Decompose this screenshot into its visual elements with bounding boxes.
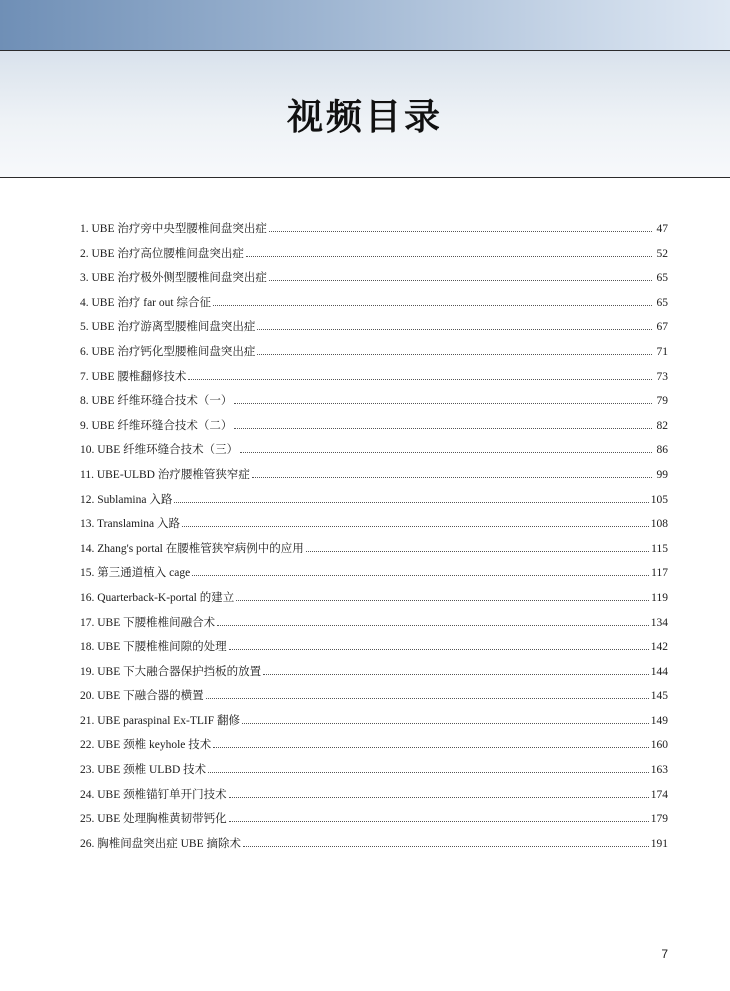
toc-entry-title: 6. UBE 治疗钙化型腰椎间盘突出症 bbox=[80, 345, 256, 358]
toc-entry-title: 5. UBE 治疗游离型腰椎间盘突出症 bbox=[80, 321, 256, 334]
toc-entry-title: 18. UBE 下腰椎椎间隙的处理 bbox=[80, 641, 227, 654]
toc-entry[interactable] bbox=[80, 294, 668, 319]
toc-entry-title: 14. Zhang's portal 在腰椎管狭窄病例中的应用 bbox=[80, 542, 304, 555]
toc-entry-page: 160 bbox=[650, 739, 668, 752]
toc-entry-page: 52 bbox=[656, 247, 668, 260]
toc-entry[interactable] bbox=[80, 540, 668, 565]
toc-entry[interactable] bbox=[80, 663, 668, 688]
toc-leader-dots bbox=[217, 616, 649, 626]
toc-entry[interactable] bbox=[80, 614, 668, 639]
toc-entry-page: 86 bbox=[656, 444, 668, 457]
toc-entry[interactable] bbox=[80, 245, 668, 270]
toc-entry-title: 21. UBE paraspinal Ex-TLIF 翻修 bbox=[80, 714, 241, 727]
toc-entry[interactable] bbox=[80, 220, 668, 245]
toc-leader-dots bbox=[206, 689, 649, 699]
toc-entry-page: 174 bbox=[650, 788, 668, 801]
page-number: 7 bbox=[661, 947, 668, 961]
toc-entry-page: 117 bbox=[651, 567, 668, 580]
toc-entry-page: 163 bbox=[650, 764, 668, 777]
toc-entry-page: 65 bbox=[656, 272, 668, 285]
toc-entry-title: 23. UBE 颈椎 ULBD 技术 bbox=[80, 764, 207, 777]
toc-entry-title: 4. UBE 治疗 far out 综合征 bbox=[80, 296, 211, 309]
toc-leader-dots bbox=[229, 640, 649, 650]
toc-entry-page: 79 bbox=[656, 395, 668, 408]
toc-entry[interactable] bbox=[80, 564, 668, 589]
toc-entry[interactable] bbox=[80, 392, 668, 417]
toc-entry-title: 13. Translamina 入路 bbox=[80, 518, 180, 531]
toc-entry-page: 99 bbox=[656, 468, 668, 481]
toc-leader-dots bbox=[257, 345, 652, 355]
toc-entry-title: 1. UBE 治疗旁中央型腰椎间盘突出症 bbox=[80, 223, 267, 235]
toc-entry-page: 65 bbox=[656, 296, 668, 309]
toc-entry[interactable] bbox=[80, 810, 668, 835]
page-title: 视频目录 bbox=[286, 96, 443, 138]
toc-leader-dots bbox=[174, 493, 648, 503]
toc-leader-dots bbox=[192, 566, 649, 576]
toc-leader-dots bbox=[229, 788, 649, 798]
toc-entry[interactable] bbox=[80, 761, 668, 786]
toc-leader-dots bbox=[208, 763, 649, 773]
toc-entry-page: 191 bbox=[650, 837, 668, 850]
toc-leader-dots bbox=[257, 320, 652, 330]
toc-entry[interactable] bbox=[80, 786, 668, 811]
toc-entry[interactable] bbox=[80, 491, 668, 516]
toc-entry-title: 9. UBE 纤维环缝合技术（二） bbox=[80, 419, 233, 432]
toc-leader-dots bbox=[252, 468, 652, 478]
toc-entry-page: 71 bbox=[656, 345, 668, 358]
toc-entry[interactable] bbox=[80, 515, 668, 540]
toc-entry-title: 15. 第三通道植入 cage bbox=[80, 567, 191, 580]
toc-entry[interactable] bbox=[80, 589, 668, 614]
toc-entry-page: 179 bbox=[650, 813, 668, 826]
toc-entry-title: 17. UBE 下腰椎椎间融合术 bbox=[80, 616, 216, 629]
toc-entry[interactable] bbox=[80, 269, 668, 294]
toc-entry-title: 12. Sublamina 入路 bbox=[80, 493, 173, 506]
toc-entry[interactable] bbox=[80, 712, 668, 737]
toc-entry[interactable] bbox=[80, 835, 668, 860]
toc-entry-title: 3. UBE 治疗极外侧型腰椎间盘突出症 bbox=[80, 272, 267, 285]
toc-leader-dots bbox=[243, 837, 649, 847]
toc-entry-page: 73 bbox=[656, 370, 668, 383]
toc-entry-title: 25. UBE 处理胸椎黄韧带钙化 bbox=[80, 813, 227, 826]
toc-entry[interactable] bbox=[80, 441, 668, 466]
toc-entry-page: 105 bbox=[650, 493, 668, 506]
toc-entry[interactable] bbox=[80, 343, 668, 368]
toc-leader-dots bbox=[188, 370, 652, 380]
toc-leader-dots bbox=[234, 419, 652, 429]
toc-leader-dots bbox=[246, 247, 652, 257]
toc-entry-title: 22. UBE 颈椎 keyhole 技术 bbox=[80, 739, 212, 752]
table-of-contents bbox=[80, 220, 668, 859]
toc-entry-page: 67 bbox=[656, 321, 668, 334]
toc-entry-page: 149 bbox=[650, 714, 668, 727]
toc-leader-dots bbox=[213, 296, 652, 306]
title-banner bbox=[0, 51, 730, 178]
toc-entry-page: 115 bbox=[651, 542, 668, 555]
toc-leader-dots bbox=[240, 443, 652, 453]
toc-leader-dots bbox=[236, 591, 649, 601]
toc-entry[interactable] bbox=[80, 466, 668, 491]
toc-leader-dots bbox=[269, 222, 652, 232]
header-color-band bbox=[0, 0, 730, 51]
toc-entry[interactable] bbox=[80, 318, 668, 343]
toc-entry-title: 7. UBE 腰椎翻修技术 bbox=[80, 370, 187, 383]
toc-leader-dots bbox=[229, 812, 649, 822]
toc-entry[interactable] bbox=[80, 687, 668, 712]
toc-entry-title: 20. UBE 下融合器的横置 bbox=[80, 690, 204, 703]
toc-entry-title: 11. UBE-ULBD 治疗腰椎管狭窄症 bbox=[80, 468, 250, 481]
toc-entry-title: 26. 胸椎间盘突出症 UBE 摘除术 bbox=[80, 837, 241, 850]
toc-entry-page: 47 bbox=[656, 223, 668, 235]
toc-entry-page: 142 bbox=[650, 641, 668, 654]
toc-entry-page: 119 bbox=[651, 591, 668, 604]
toc-entry-page: 108 bbox=[650, 518, 668, 531]
toc-leader-dots bbox=[269, 271, 652, 281]
toc-leader-dots bbox=[234, 394, 652, 404]
toc-leader-dots bbox=[182, 517, 649, 527]
toc-leader-dots bbox=[263, 665, 649, 675]
toc-entry-title: 19. UBE 下大融合器保护挡板的放置 bbox=[80, 665, 262, 678]
toc-entry[interactable] bbox=[80, 638, 668, 663]
toc-entry-title: 8. UBE 纤维环缝合技术（一） bbox=[80, 395, 233, 408]
toc-entry-title: 24. UBE 颈椎锚钉单开门技术 bbox=[80, 788, 227, 801]
toc-entry[interactable] bbox=[80, 368, 668, 393]
toc-leader-dots bbox=[213, 738, 648, 748]
toc-entry-title: 10. UBE 纤维环缝合技术（三） bbox=[80, 444, 239, 457]
toc-entry-title: 2. UBE 治疗高位腰椎间盘突出症 bbox=[80, 247, 244, 260]
toc-entry-title: 16. Quarterback-K-portal 的建立 bbox=[80, 591, 235, 604]
toc-entry-page: 144 bbox=[650, 665, 668, 678]
toc-entry-page: 82 bbox=[656, 419, 668, 432]
toc-entry[interactable] bbox=[80, 736, 668, 761]
toc-leader-dots bbox=[242, 714, 649, 724]
toc-leader-dots bbox=[306, 542, 649, 552]
toc-entry[interactable] bbox=[80, 417, 668, 442]
toc-entry-page: 145 bbox=[650, 690, 668, 703]
toc-entry-page: 134 bbox=[650, 616, 668, 629]
